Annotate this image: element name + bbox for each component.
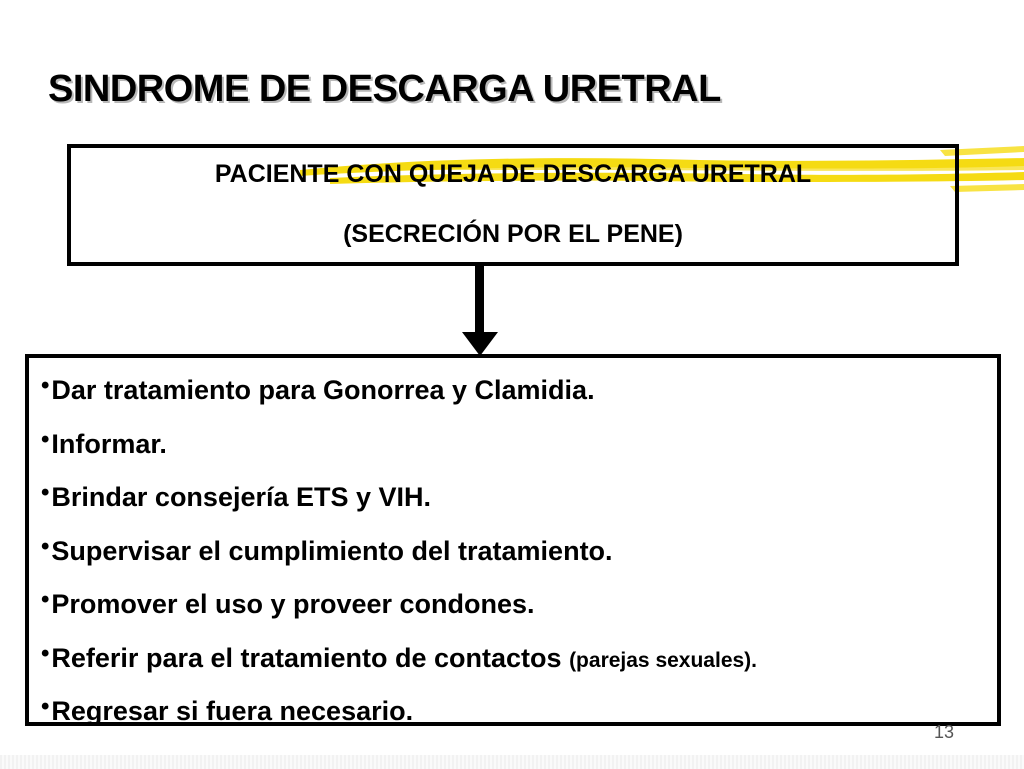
- bullet-note: (parejas sexuales).: [569, 648, 758, 672]
- bullet-dot-icon: •: [41, 372, 50, 399]
- bullet-item: [41, 473, 757, 527]
- bullet-text: Promover el uso y proveer condones.: [51, 589, 535, 619]
- bullet-dot-icon: •: [41, 639, 50, 667]
- management-steps-list: [41, 366, 757, 741]
- bullet-item: [41, 580, 757, 634]
- bullet-item: [41, 366, 757, 420]
- complaint-line-1: PACIENTE CON QUEJA DE DESCARGA URETRAL: [214, 160, 812, 188]
- bullet-item: [41, 420, 757, 474]
- bullet-text: Referir para el tratamiento de contactos: [51, 642, 570, 673]
- bullet-text: Supervisar el cumplimiento del tratamiento.: [51, 535, 613, 566]
- bullet-text: Brindar consejería ETS y VIH.: [51, 482, 432, 512]
- bullet-text: Regresar si fuera necesario.: [51, 696, 414, 726]
- bullet-dot-icon: •: [41, 532, 50, 560]
- bullet-dot-icon: •: [41, 479, 50, 506]
- patient-complaint-box: [67, 144, 959, 266]
- management-steps-box: [25, 354, 1001, 726]
- footer-band: [0, 755, 1024, 769]
- bullet-text: Informar.: [51, 428, 167, 459]
- complaint-line-2: (SECRECIÓN POR EL PENE): [343, 220, 683, 248]
- bullet-item: [41, 687, 757, 741]
- bullet-item: [41, 527, 757, 581]
- slide-title: SINDROME DE DESCARGA URETRAL: [48, 68, 721, 110]
- page-number: 13: [934, 722, 955, 742]
- bullet-dot-icon: •: [41, 586, 50, 613]
- down-arrow-icon: [462, 262, 498, 358]
- bullet-dot-icon: •: [41, 693, 50, 720]
- bullet-dot-icon: •: [41, 425, 50, 453]
- bullet-text: Dar tratamiento para Gonorrea y Clamidia.: [51, 375, 595, 405]
- bullet-item: [41, 634, 757, 688]
